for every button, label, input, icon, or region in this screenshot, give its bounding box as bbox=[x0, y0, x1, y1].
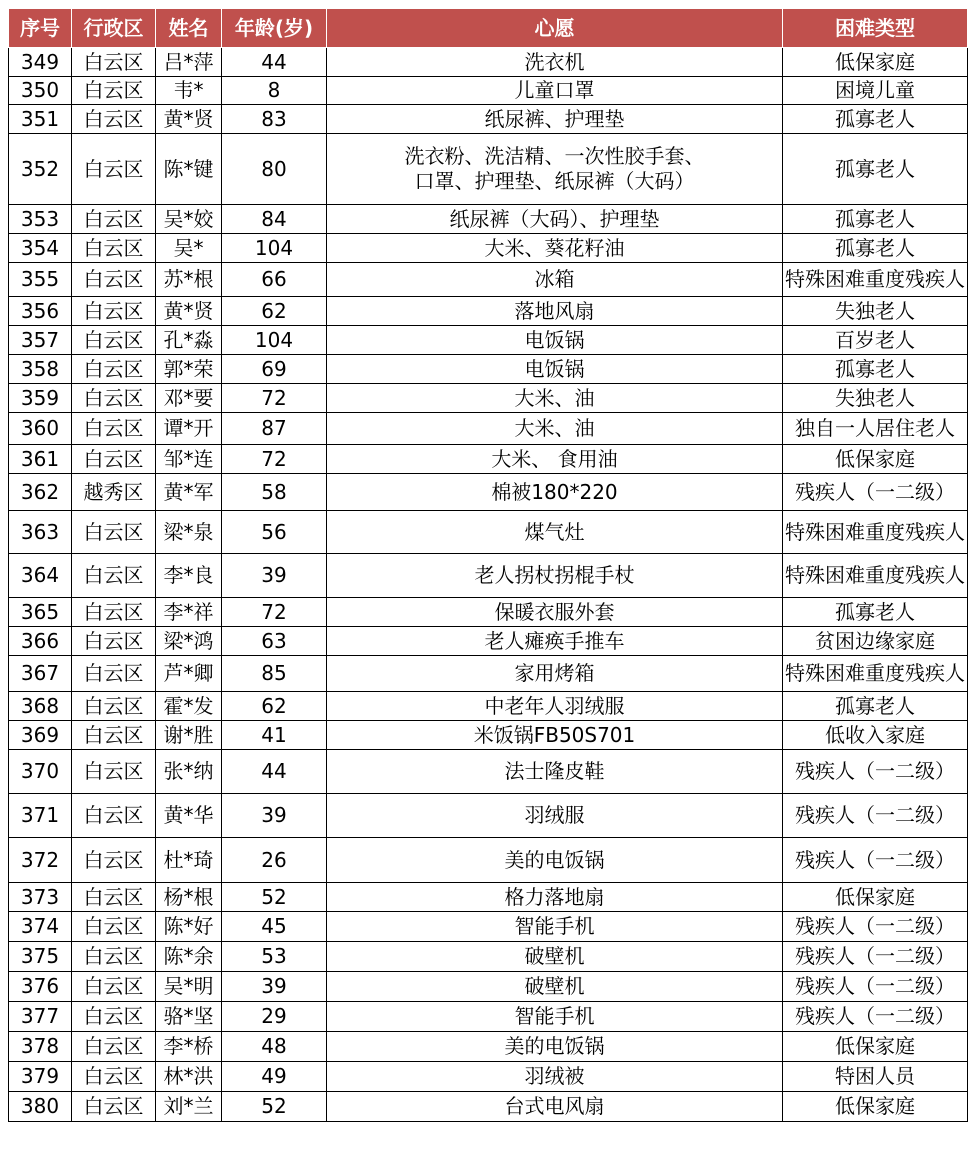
cell-age: 72 bbox=[222, 384, 327, 413]
cell-district: 白云区 bbox=[72, 105, 156, 134]
table-row bbox=[9, 750, 968, 794]
cell-age: 48 bbox=[222, 1032, 327, 1062]
cell-district: 白云区 bbox=[72, 912, 156, 942]
cell-name: 郭*荣 bbox=[156, 355, 222, 384]
cell-district: 越秀区 bbox=[72, 474, 156, 511]
cell-name: 刘*兰 bbox=[156, 1092, 222, 1122]
table-row bbox=[9, 511, 968, 554]
cell-age: 85 bbox=[222, 656, 327, 692]
cell-age: 52 bbox=[222, 883, 327, 912]
cell-wish: 老人拐杖拐棍手杖 bbox=[327, 554, 783, 598]
cell-no: 360 bbox=[9, 413, 72, 445]
cell-no: 357 bbox=[9, 326, 72, 355]
cell-type: 贫困边缘家庭 bbox=[783, 627, 968, 656]
table-row bbox=[9, 721, 968, 750]
cell-district: 白云区 bbox=[72, 263, 156, 297]
cell-age: 72 bbox=[222, 598, 327, 627]
cell-name: 芦*卿 bbox=[156, 656, 222, 692]
cell-no: 349 bbox=[9, 48, 72, 77]
cell-wish: 法士隆皮鞋 bbox=[327, 750, 783, 794]
cell-no: 359 bbox=[9, 384, 72, 413]
cell-age: 58 bbox=[222, 474, 327, 511]
cell-district: 白云区 bbox=[72, 1032, 156, 1062]
cell-type: 残疾人（一二级） bbox=[783, 972, 968, 1002]
cell-no: 375 bbox=[9, 942, 72, 972]
cell-type: 特殊困难重度残疾人 bbox=[783, 511, 968, 554]
cell-type: 特殊困难重度残疾人 bbox=[783, 263, 968, 297]
header-name: 姓名 bbox=[156, 9, 222, 48]
cell-wish: 保暖衣服外套 bbox=[327, 598, 783, 627]
cell-type: 低保家庭 bbox=[783, 1032, 968, 1062]
cell-age: 69 bbox=[222, 355, 327, 384]
cell-no: 352 bbox=[9, 134, 72, 205]
cell-wish: 大米、油 bbox=[327, 384, 783, 413]
cell-no: 374 bbox=[9, 912, 72, 942]
cell-district: 白云区 bbox=[72, 656, 156, 692]
cell-district: 白云区 bbox=[72, 413, 156, 445]
cell-name: 林*洪 bbox=[156, 1062, 222, 1092]
header-no: 序号 bbox=[9, 9, 72, 48]
cell-name: 梁*泉 bbox=[156, 511, 222, 554]
cell-wish: 大米、油 bbox=[327, 413, 783, 445]
cell-name: 邹*连 bbox=[156, 445, 222, 474]
cell-no: 366 bbox=[9, 627, 72, 656]
cell-no: 372 bbox=[9, 838, 72, 883]
cell-wish: 格力落地扇 bbox=[327, 883, 783, 912]
cell-age: 53 bbox=[222, 942, 327, 972]
cell-type: 低保家庭 bbox=[783, 1092, 968, 1122]
cell-type: 残疾人（一二级） bbox=[783, 912, 968, 942]
cell-name: 韦* bbox=[156, 77, 222, 105]
cell-wish: 落地风扇 bbox=[327, 297, 783, 326]
cell-wish: 纸尿裤（大码）、护理垫 bbox=[327, 205, 783, 234]
cell-district: 白云区 bbox=[72, 355, 156, 384]
cell-wish: 洗衣粉、洗洁精、一次性胶手套、口罩、护理垫、纸尿裤（大码） bbox=[327, 134, 783, 205]
cell-district: 白云区 bbox=[72, 234, 156, 263]
cell-wish: 智能手机 bbox=[327, 912, 783, 942]
cell-type: 困境儿童 bbox=[783, 77, 968, 105]
cell-no: 369 bbox=[9, 721, 72, 750]
cell-no: 354 bbox=[9, 234, 72, 263]
cell-no: 364 bbox=[9, 554, 72, 598]
cell-age: 72 bbox=[222, 445, 327, 474]
cell-type: 残疾人（一二级） bbox=[783, 1002, 968, 1032]
cell-type: 残疾人（一二级） bbox=[783, 750, 968, 794]
cell-type: 低保家庭 bbox=[783, 445, 968, 474]
cell-name: 谭*开 bbox=[156, 413, 222, 445]
cell-name: 杜*琦 bbox=[156, 838, 222, 883]
cell-name: 李*良 bbox=[156, 554, 222, 598]
cell-type: 特困人员 bbox=[783, 1062, 968, 1092]
cell-type: 独自一人居住老人 bbox=[783, 413, 968, 445]
cell-name: 霍*发 bbox=[156, 692, 222, 721]
cell-wish: 大米、葵花籽油 bbox=[327, 234, 783, 263]
cell-no: 365 bbox=[9, 598, 72, 627]
cell-age: 62 bbox=[222, 297, 327, 326]
table-row bbox=[9, 474, 968, 511]
cell-district: 白云区 bbox=[72, 598, 156, 627]
cell-name: 陈*好 bbox=[156, 912, 222, 942]
cell-name: 黄*贤 bbox=[156, 297, 222, 326]
cell-wish: 棉被180*220 bbox=[327, 474, 783, 511]
cell-type: 孤寡老人 bbox=[783, 692, 968, 721]
cell-wish: 大米、 食用油 bbox=[327, 445, 783, 474]
cell-no: 356 bbox=[9, 297, 72, 326]
cell-district: 白云区 bbox=[72, 511, 156, 554]
cell-age: 66 bbox=[222, 263, 327, 297]
cell-no: 373 bbox=[9, 883, 72, 912]
table-row bbox=[9, 384, 968, 413]
cell-name: 杨*根 bbox=[156, 883, 222, 912]
table-row bbox=[9, 355, 968, 384]
cell-wish: 美的电饭锅 bbox=[327, 838, 783, 883]
cell-name: 苏*根 bbox=[156, 263, 222, 297]
cell-wish: 老人瘫痪手推车 bbox=[327, 627, 783, 656]
cell-no: 368 bbox=[9, 692, 72, 721]
cell-wish: 儿童口罩 bbox=[327, 77, 783, 105]
cell-district: 白云区 bbox=[72, 838, 156, 883]
header-wish: 心愿 bbox=[327, 9, 783, 48]
cell-no: 363 bbox=[9, 511, 72, 554]
cell-no: 355 bbox=[9, 263, 72, 297]
table-row bbox=[9, 413, 968, 445]
cell-name: 张*纳 bbox=[156, 750, 222, 794]
cell-age: 63 bbox=[222, 627, 327, 656]
cell-type: 低保家庭 bbox=[783, 48, 968, 77]
cell-wish: 纸尿裤、护理垫 bbox=[327, 105, 783, 134]
table-row bbox=[9, 1092, 968, 1122]
table-row bbox=[9, 656, 968, 692]
cell-wish: 电饭锅 bbox=[327, 355, 783, 384]
cell-no: 358 bbox=[9, 355, 72, 384]
cell-district: 白云区 bbox=[72, 627, 156, 656]
cell-no: 361 bbox=[9, 445, 72, 474]
cell-wish: 破壁机 bbox=[327, 972, 783, 1002]
cell-type: 残疾人（一二级） bbox=[783, 838, 968, 883]
cell-wish: 羽绒被 bbox=[327, 1062, 783, 1092]
cell-name: 吴*姣 bbox=[156, 205, 222, 234]
table-row bbox=[9, 942, 968, 972]
cell-name: 黄*华 bbox=[156, 794, 222, 838]
cell-district: 白云区 bbox=[72, 1062, 156, 1092]
cell-age: 80 bbox=[222, 134, 327, 205]
cell-name: 吴* bbox=[156, 234, 222, 263]
cell-age: 84 bbox=[222, 205, 327, 234]
cell-age: 104 bbox=[222, 234, 327, 263]
table-row bbox=[9, 794, 968, 838]
cell-age: 45 bbox=[222, 912, 327, 942]
header-type: 困难类型 bbox=[783, 9, 968, 48]
cell-age: 41 bbox=[222, 721, 327, 750]
cell-wish: 米饭锅FB50S701 bbox=[327, 721, 783, 750]
cell-age: 62 bbox=[222, 692, 327, 721]
cell-district: 白云区 bbox=[72, 554, 156, 598]
table-row bbox=[9, 1032, 968, 1062]
cell-district: 白云区 bbox=[72, 1002, 156, 1032]
cell-district: 白云区 bbox=[72, 134, 156, 205]
cell-wish: 中老年人羽绒服 bbox=[327, 692, 783, 721]
cell-type: 特殊困难重度残疾人 bbox=[783, 554, 968, 598]
cell-name: 吕*萍 bbox=[156, 48, 222, 77]
table-row bbox=[9, 263, 968, 297]
cell-wish: 破壁机 bbox=[327, 942, 783, 972]
table-row bbox=[9, 598, 968, 627]
cell-age: 39 bbox=[222, 554, 327, 598]
table-row bbox=[9, 326, 968, 355]
table-body bbox=[9, 48, 968, 1122]
cell-type: 孤寡老人 bbox=[783, 205, 968, 234]
cell-age: 8 bbox=[222, 77, 327, 105]
cell-type: 失独老人 bbox=[783, 384, 968, 413]
cell-wish: 电饭锅 bbox=[327, 326, 783, 355]
cell-district: 白云区 bbox=[72, 77, 156, 105]
cell-type: 低保家庭 bbox=[783, 883, 968, 912]
table-row bbox=[9, 77, 968, 105]
cell-wish: 羽绒服 bbox=[327, 794, 783, 838]
table-row bbox=[9, 883, 968, 912]
cell-type: 百岁老人 bbox=[783, 326, 968, 355]
cell-district: 白云区 bbox=[72, 384, 156, 413]
cell-type: 特殊困难重度残疾人 bbox=[783, 656, 968, 692]
cell-age: 39 bbox=[222, 794, 327, 838]
cell-no: 377 bbox=[9, 1002, 72, 1032]
cell-type: 失独老人 bbox=[783, 297, 968, 326]
table-row bbox=[9, 134, 968, 205]
cell-wish: 美的电饭锅 bbox=[327, 1032, 783, 1062]
cell-district: 白云区 bbox=[72, 942, 156, 972]
cell-district: 白云区 bbox=[72, 1092, 156, 1122]
header-age: 年龄(岁) bbox=[222, 9, 327, 48]
cell-district: 白云区 bbox=[72, 326, 156, 355]
cell-age: 39 bbox=[222, 972, 327, 1002]
header-district: 行政区 bbox=[72, 9, 156, 48]
table-row bbox=[9, 1002, 968, 1032]
cell-age: 49 bbox=[222, 1062, 327, 1092]
cell-name: 李*桥 bbox=[156, 1032, 222, 1062]
cell-no: 379 bbox=[9, 1062, 72, 1092]
cell-age: 56 bbox=[222, 511, 327, 554]
cell-no: 376 bbox=[9, 972, 72, 1002]
cell-age: 44 bbox=[222, 750, 327, 794]
cell-type: 残疾人（一二级） bbox=[783, 794, 968, 838]
cell-name: 陈*余 bbox=[156, 942, 222, 972]
cell-type: 孤寡老人 bbox=[783, 234, 968, 263]
table-row bbox=[9, 912, 968, 942]
cell-type: 孤寡老人 bbox=[783, 355, 968, 384]
cell-age: 104 bbox=[222, 326, 327, 355]
cell-name: 谢*胜 bbox=[156, 721, 222, 750]
cell-age: 29 bbox=[222, 1002, 327, 1032]
cell-name: 黄*军 bbox=[156, 474, 222, 511]
cell-name: 梁*鸿 bbox=[156, 627, 222, 656]
cell-age: 44 bbox=[222, 48, 327, 77]
cell-wish: 煤气灶 bbox=[327, 511, 783, 554]
table-row bbox=[9, 234, 968, 263]
cell-name: 陈*键 bbox=[156, 134, 222, 205]
cell-type: 低收入家庭 bbox=[783, 721, 968, 750]
cell-age: 52 bbox=[222, 1092, 327, 1122]
cell-name: 李*祥 bbox=[156, 598, 222, 627]
cell-name: 孔*淼 bbox=[156, 326, 222, 355]
table-row bbox=[9, 692, 968, 721]
wish-list-table bbox=[8, 8, 968, 1122]
cell-type: 孤寡老人 bbox=[783, 134, 968, 205]
cell-no: 351 bbox=[9, 105, 72, 134]
cell-name: 邓*要 bbox=[156, 384, 222, 413]
table-row bbox=[9, 205, 968, 234]
table-row bbox=[9, 48, 968, 77]
table-row bbox=[9, 1062, 968, 1092]
cell-district: 白云区 bbox=[72, 794, 156, 838]
cell-district: 白云区 bbox=[72, 721, 156, 750]
cell-type: 孤寡老人 bbox=[783, 598, 968, 627]
table-row bbox=[9, 105, 968, 134]
cell-district: 白云区 bbox=[72, 750, 156, 794]
cell-district: 白云区 bbox=[72, 48, 156, 77]
cell-no: 370 bbox=[9, 750, 72, 794]
cell-wish: 洗衣机 bbox=[327, 48, 783, 77]
cell-wish: 智能手机 bbox=[327, 1002, 783, 1032]
cell-district: 白云区 bbox=[72, 445, 156, 474]
cell-type: 残疾人（一二级） bbox=[783, 942, 968, 972]
table-row bbox=[9, 445, 968, 474]
cell-no: 371 bbox=[9, 794, 72, 838]
cell-no: 380 bbox=[9, 1092, 72, 1122]
cell-name: 骆*坚 bbox=[156, 1002, 222, 1032]
cell-wish: 家用烤箱 bbox=[327, 656, 783, 692]
cell-district: 白云区 bbox=[72, 692, 156, 721]
cell-wish: 台式电风扇 bbox=[327, 1092, 783, 1122]
cell-district: 白云区 bbox=[72, 883, 156, 912]
cell-type: 孤寡老人 bbox=[783, 105, 968, 134]
cell-type: 残疾人（一二级） bbox=[783, 474, 968, 511]
table-row bbox=[9, 297, 968, 326]
table-row bbox=[9, 972, 968, 1002]
cell-name: 黄*贤 bbox=[156, 105, 222, 134]
cell-wish: 冰箱 bbox=[327, 263, 783, 297]
header-row bbox=[9, 9, 968, 48]
cell-age: 83 bbox=[222, 105, 327, 134]
cell-age: 26 bbox=[222, 838, 327, 883]
table-row bbox=[9, 838, 968, 883]
cell-district: 白云区 bbox=[72, 972, 156, 1002]
cell-no: 362 bbox=[9, 474, 72, 511]
table-row bbox=[9, 554, 968, 598]
cell-no: 353 bbox=[9, 205, 72, 234]
cell-no: 378 bbox=[9, 1032, 72, 1062]
cell-name: 吴*明 bbox=[156, 972, 222, 1002]
table-row bbox=[9, 627, 968, 656]
cell-district: 白云区 bbox=[72, 297, 156, 326]
cell-district: 白云区 bbox=[72, 205, 156, 234]
cell-age: 87 bbox=[222, 413, 327, 445]
cell-no: 367 bbox=[9, 656, 72, 692]
cell-no: 350 bbox=[9, 77, 72, 105]
